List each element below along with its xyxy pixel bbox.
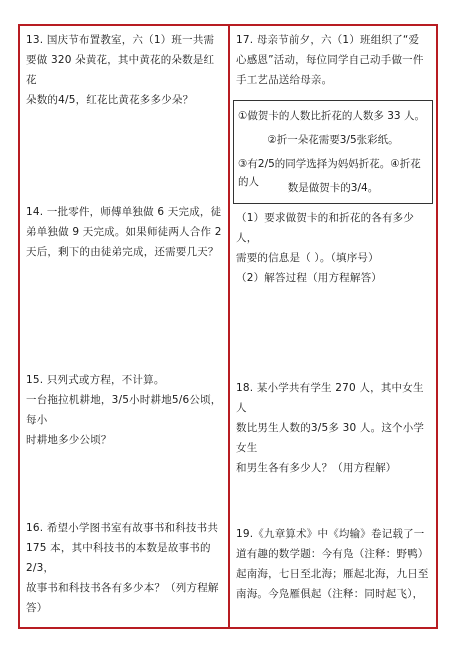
q17-sub-3: （2）解答过程（用方程解答） [236, 272, 382, 284]
q18-line-3: 和男生各有多少人？（用方程解） [236, 462, 397, 474]
q17-info-1: ①做贺卡的人数比折花的人数多 33 人。 [238, 110, 425, 122]
q18-line-2: 数比男生人数的3/5多 30 人。这个小学女生 [236, 422, 425, 454]
q17-info-3: ③有2/5的同学选择为妈妈折花。④折花的人 [238, 158, 421, 188]
q13-line-1: 13. 国庆节布置教室，六（1）班一共需 [26, 34, 215, 46]
q13-line-3: 朵数的4/5，红花比黄花多多少朵？ [26, 94, 194, 106]
q17-info-2: ②折一朵花需要3/5张彩纸。 [267, 134, 399, 146]
q17-sub-2: 需要的信息是（ ）。（填序号） [236, 252, 379, 264]
q14-line-1: 14. 一批零件，师傅单独做 6 天完成，徒 [26, 206, 222, 218]
q15-line-1: 15. 只列式或方程，不计算。 [26, 374, 165, 386]
q17-sub-1: （1）要求做贺卡的和折花的各有多少人， [236, 212, 415, 244]
q16-line-4: 答） [26, 602, 48, 614]
q19-line-4: 南海。今凫雁俱起（注释：同时起飞）， [236, 588, 424, 600]
q15-line-2: 一台拖拉机耕地，3/5小时耕地5/6公顷，每小 [26, 394, 222, 426]
q16-line-2: 175 本，其中科技书的本数是故事书的2/3， [26, 542, 211, 574]
question-17 [236, 30, 432, 90]
q17-info-box [233, 100, 433, 204]
worksheet-table [18, 24, 438, 629]
q19-line-3: 起南海，七日至北海；雁起北海，九日至 [236, 568, 429, 580]
q17-info-4: 数是做贺卡的3/4。 [287, 182, 379, 194]
q13-line-2: 要做 320 朵黄花，其中黄花的朵数是红花 [26, 54, 215, 86]
q14-line-2: 弟单独做 9 天完成。如果师徒两人合作 2 [26, 226, 222, 238]
q16-line-3: 故事书和科技书各有多少本？（列方程解 [26, 582, 219, 594]
q17-line-2: 心感恩”活动，每位同学自己动手做一件 [236, 54, 424, 66]
q14-line-3: 天后，剩下的由徒弟完成，还需要几天？ [26, 246, 219, 258]
q19-line-2: 道有趣的数学题：今有凫（注释：野鸭） [236, 548, 429, 560]
question-18 [236, 378, 432, 478]
question-14 [26, 202, 222, 262]
question-13 [26, 30, 222, 110]
question-19 [236, 524, 432, 604]
question-16 [26, 518, 222, 618]
q19-line-1: 19.《九章算术》中《均输》卷记载了一 [236, 528, 425, 540]
q16-line-1: 16. 希望小学图书室有故事书和科技书共 [26, 522, 219, 534]
q17-subquestions [236, 208, 432, 288]
q18-line-1: 18. 某小学共有学生 270 人，其中女生人 [236, 382, 424, 414]
q17-line-3: 手工艺品送给母亲。 [236, 74, 333, 86]
question-15 [26, 370, 222, 450]
q17-line-1: 17. 母亲节前夕，六（1）班组织了“爱 [236, 34, 420, 46]
q15-line-3: 时耕地多少公顷？ [26, 434, 112, 446]
column-divider [228, 26, 230, 627]
